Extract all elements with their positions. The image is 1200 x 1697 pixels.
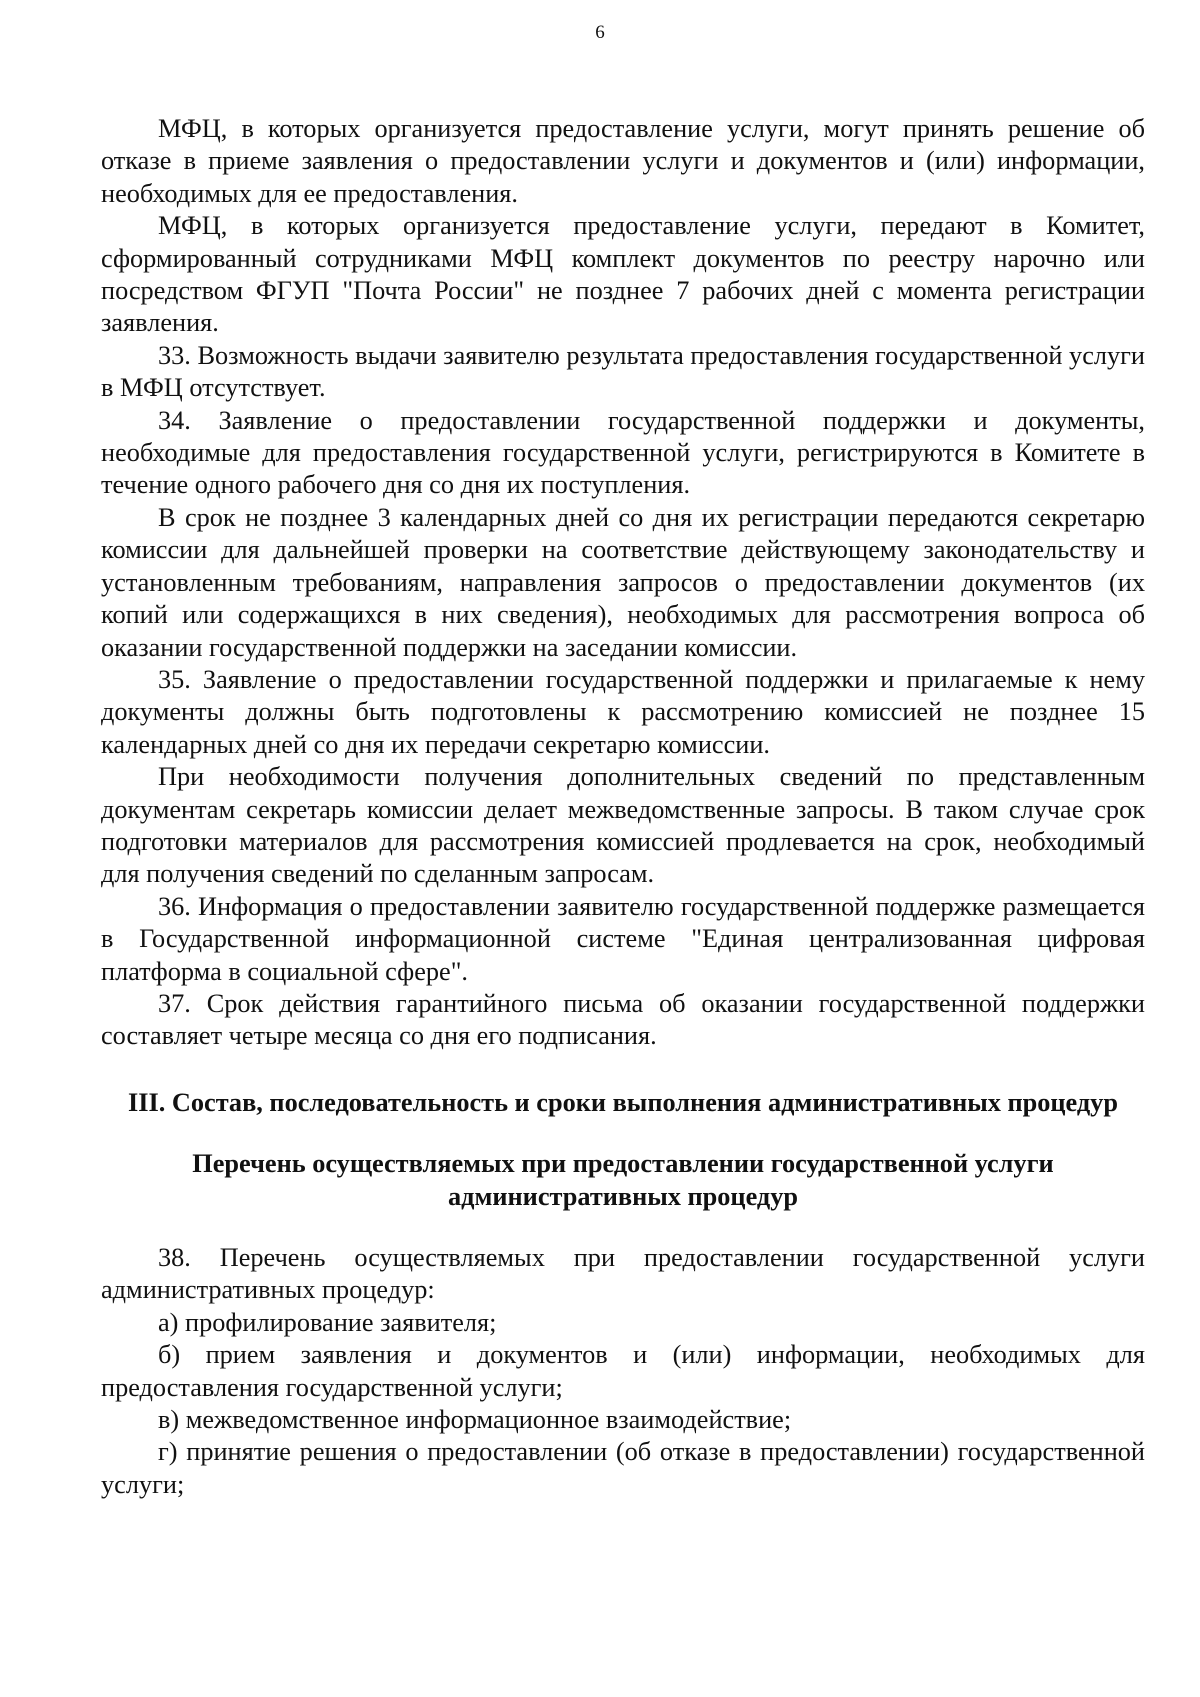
section-heading: III. Состав, последовательность и сроки выполнения административных процедур	[128, 1087, 1118, 1117]
paragraph-34: 34. Заявление о предоставлении государственной поддержки и документы, необходимые для предоставления государственной услуги, регистрируются в Комитете в течение одного рабочего дня со дня их поступления.	[101, 405, 1145, 500]
paragraph-mfc-transfer: МФЦ, в которых организуется предоставление услуги, передают в Комитет, сформированный сотрудниками МФЦ комплект документов по реестру нарочно или посредством ФГУП "Почта России" не позднее 7 рабочих дней с момента регистрации заявления.	[101, 211, 1145, 338]
list-item-g: г) принятие решения о предоставлении (об отказе в предоставлении) государственной услуги;	[101, 1437, 1145, 1499]
subsection-heading: Перечень осуществляемых при предоставлении государственной услуги административных процедур	[192, 1149, 1054, 1211]
document-body	[101, 113, 1145, 1501]
paragraph-36: 36. Информация о предоставлении заявителю государственной поддержке размещается в Государственной информационной системе "Единая централизованная цифровая платформа в социальной сфере".	[101, 891, 1145, 986]
list-item-b: б) прием заявления и документов и (или) информации, необходимых для предоставления государственной услуги;	[101, 1340, 1145, 1402]
list-item-a: а) профилирование заявителя;	[158, 1307, 497, 1337]
paragraph-37: 37. Срок действия гарантийного письма об оказании государственной поддержки составляет четыре месяца со дня его подписания.	[101, 988, 1145, 1051]
page-number: 6	[595, 22, 605, 43]
paragraph-35-additional: При необходимости получения дополнительных сведений по представленным документам секретарь комиссии делает межведомственные запросы. В таком случае срок подготовки материалов для рассмотрения комиссией продлевается на срок, необходимый для получения сведений по сделанным запросам.	[101, 762, 1145, 889]
paragraph-mfc-refusal: МФЦ, в которых организуется предоставление услуги, могут принять решение об отказе в приеме заявления о предоставлении услуги и документов и (или) информации, необходимых для ее предоставления.	[101, 114, 1145, 208]
paragraph-33: 33. Возможность выдачи заявителю результата предоставления государственной услуги в МФЦ отсутствует.	[101, 340, 1145, 403]
paragraph-34-deadline: В срок не позднее 3 календарных дней со дня их регистрации передаются секретарю комиссии для дальнейшей проверки на соответствие действующему законодательству и установленным требованиям, направления запросов о предоставлении документов (их копий или содержащихся в них сведения), необходимых для рассмотрения вопроса об оказании государственной поддержки на заседании комиссии.	[101, 502, 1145, 662]
paragraph-35: 35. Заявление о предоставлении государственной поддержки и прилагаемые к нему документы должны быть подготовлены к рассмотрению комиссией не позднее 15 календарных дней со дня их передачи секретарю комиссии.	[101, 664, 1145, 759]
paragraph-38: 38. Перечень осуществляемых при предоставлении государственной услуги административных процедур:	[101, 1243, 1145, 1305]
list-item-v: в) межведомственное информационное взаимодействие;	[158, 1405, 792, 1435]
